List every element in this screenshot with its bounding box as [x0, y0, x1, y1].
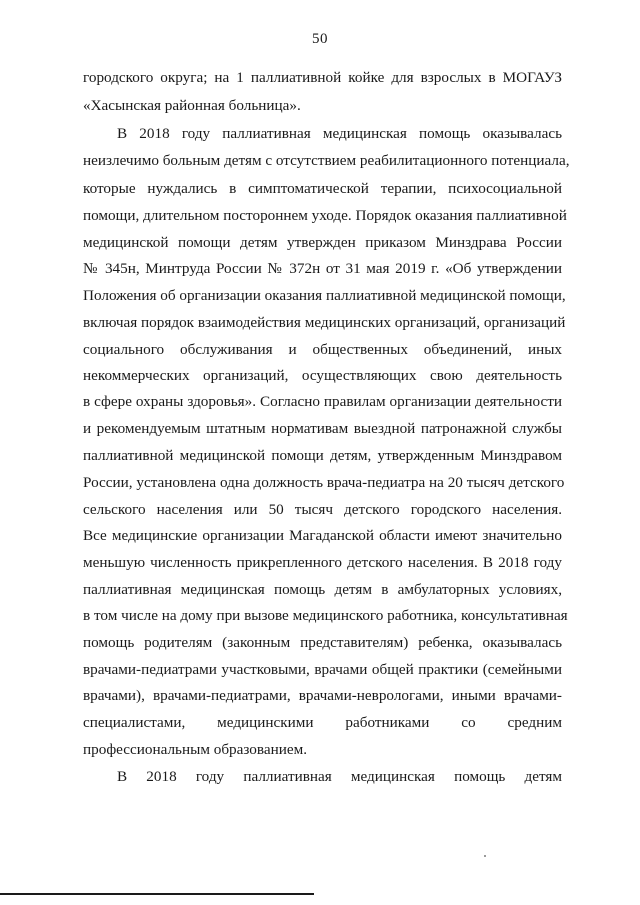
text-line: паллиативная медицинская помощь детям в амбулаторных условиях,: [83, 581, 562, 598]
text-line: некоммерческих организаций, осуществляющих свою деятельность: [83, 367, 562, 384]
page-number: 50: [312, 31, 328, 47]
text-line: специалистами, медицинскими работниками со средним: [83, 714, 562, 731]
text-line: медицинской помощи детям утвержден приказом Минздрава России: [83, 234, 562, 251]
text-line: «Хасынская районная больница».: [83, 97, 301, 114]
text-line: в сфере охраны здоровья». Согласно правилам организации деятельности: [83, 393, 562, 410]
bottom-rule: [0, 893, 314, 895]
text-line: в том числе на дому при вызове медицинского работника, консультативная: [83, 607, 568, 624]
text-line: В 2018 году паллиативная медицинская помощь оказывалась: [117, 125, 562, 142]
text-line: неизлечимо больным детям с отсутствием реабилитационного потенциала,: [83, 152, 570, 169]
text-line: сельского населения или 50 тысяч детского городского населения.: [83, 501, 562, 518]
text-line: профессиональным образованием.: [83, 741, 308, 758]
text-line: городского округа; на 1 паллиативной койке для взрослых в МОГАУЗ: [83, 69, 562, 86]
text-line: паллиативной медицинской помощи детям, утвержденным Минздравом: [83, 447, 562, 464]
text-line: В 2018 году паллиативная медицинская помощь детям: [117, 768, 562, 785]
text-line: № 345н, Минтруда России № 372н от 31 мая 2019 г. «Об утверждении: [83, 260, 562, 277]
text-line: помощи, длительном постороннем уходе. Порядок оказания паллиативной: [83, 207, 567, 224]
scan-artifact: [484, 855, 486, 857]
text-line: помощь родителям (законным представителям) ребенка, оказывалась: [83, 634, 562, 651]
text-line: которые нуждались в симптоматической терапии, психосоциальной: [83, 180, 562, 197]
text-line: врачами), врачами-педиатрами, врачами-неврологами, иными врачами-: [83, 687, 562, 704]
text-line: включая порядок взаимодействия медицинских организаций, организаций: [83, 314, 566, 331]
text-line: и рекомендуемым штатным нормативам выездной патронажной службы: [83, 420, 562, 437]
text-line: врачами-педиатрами участковыми, врачами общей практики (семейными: [83, 661, 562, 678]
text-line: Все медицинские организации Магаданской области имеют значительно: [83, 527, 562, 544]
text-line: социального обслуживания и общественных объединений, иных: [83, 341, 562, 358]
text-line: Положения об организации оказания паллиативной медицинской помощи,: [83, 287, 566, 304]
text-line: России, установлена одна должность врача-педиатра на 20 тысяч детского: [83, 474, 565, 491]
text-line: меньшую численность прикрепленного детского населения. В 2018 году: [83, 554, 562, 571]
